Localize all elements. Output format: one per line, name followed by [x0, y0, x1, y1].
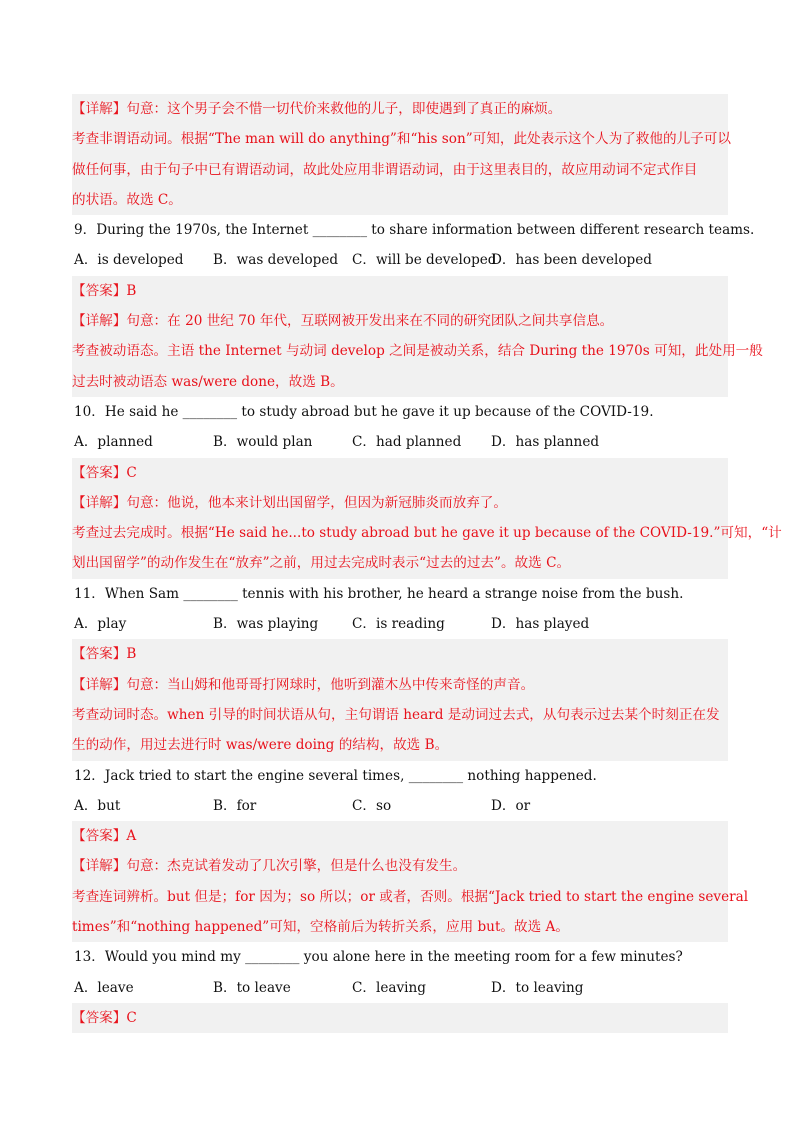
answer-option: D．has played — [491, 616, 590, 633]
document-content — [72, 94, 782, 1033]
explanation-text: 考查非谓语动词。根据“The man will do anything”和“his son”可知，此处表示这个人为了救他的儿子可以 — [72, 124, 728, 154]
answer-option: A．leave — [74, 979, 134, 996]
answer-option: C．is reading — [352, 616, 445, 633]
explanation-text: 考查动词时态。when 引导的时间状语从句，主句谓语 heard 是动词过去式，从句表示过去某个时刻正在发 — [72, 700, 728, 730]
explanation-heading: 【详解】句意：这个男子会不惜一切代价来救他的儿子，即使遇到了真正的麻烦。 — [72, 94, 728, 124]
question-stem: 11．When Sam ________ tennis with his brother, he heard a strange noise from the bush. — [74, 585, 684, 602]
explanation-text: 考查过去完成时。根据“He said he...to study abroad but he gave it up because of the COVID-19.”可知，“计 — [72, 518, 728, 548]
answer-option: C．leaving — [352, 979, 426, 996]
answer-option: D．to leaving — [491, 979, 584, 996]
answer-options — [72, 609, 728, 639]
answer-line: 【答案】B — [72, 276, 728, 306]
question-stem: 10．He said he ________ to study abroad but he gave it up because of the COVID-19. — [74, 403, 654, 420]
answer-option: A．planned — [74, 434, 153, 451]
answer-line: 【答案】C — [72, 1003, 728, 1033]
answer-options — [72, 245, 728, 275]
explanation-text: 过去时被动语态 was/were done，故选 B。 — [72, 367, 728, 397]
answer-line: 【答案】B — [72, 639, 728, 669]
answer-option: A．is developed — [74, 252, 184, 269]
answer-option: B．for — [213, 797, 257, 814]
answer-option: D．has been developed — [491, 252, 652, 269]
explanation-heading: 【详解】句意：杰克试着发动了几次引擎，但是什么也没有发生。 — [72, 851, 728, 881]
explanation-heading: 【详解】句意：当山姆和他哥哥打网球时，他听到灌木丛中传来奇怪的声音。 — [72, 670, 728, 700]
question-stem: 13．Would you mind my ________ you alone here in the meeting room for a few minutes? — [74, 949, 683, 966]
answer-option: B．would plan — [213, 434, 313, 451]
explanation-text: 的状语。故选 C。 — [72, 185, 728, 215]
answer-options — [72, 427, 728, 457]
answer-option: D．has planned — [491, 434, 600, 451]
answer-line: 【答案】C — [72, 458, 728, 488]
answer-option: D．or — [491, 797, 531, 814]
question-stem: 12．Jack tried to start the engine several times, ________ nothing happened. — [74, 767, 597, 784]
explanation-text: 做任何事，由于句子中已有谓语动词，故此处应用非谓语动词，由于这里表目的，故应用动词不定式作目 — [72, 155, 728, 185]
answer-option: B．to leave — [213, 979, 291, 996]
answer-options — [72, 791, 728, 821]
answer-line: 【答案】A — [72, 821, 728, 851]
answer-option: C．will be developed — [352, 252, 497, 269]
explanation-text: 生的动作，用过去进行时 was/were doing 的结构，故选 B。 — [72, 730, 728, 760]
answer-options — [72, 973, 728, 1003]
explanation-heading: 【详解】句意：在 20 世纪 70 年代，互联网被开发出来在不同的研究团队之间共享信息。 — [72, 306, 728, 336]
answer-option: B．was playing — [213, 616, 319, 633]
answer-option: C．had planned — [352, 434, 462, 451]
answer-option: B．was developed — [213, 252, 339, 269]
explanation-text: 考查连词辨析。but 但是；for 因为；so 所以；or 或者，否则。根据“Jack tried to start the engine several — [72, 882, 728, 912]
explanation-text: times”和“nothing happened”可知，空格前后为转折关系，应用 but。故选 A。 — [72, 912, 728, 942]
question-stem: 9．During the 1970s, the Internet ________ to share information between different research teams. — [74, 222, 755, 239]
explanation-text: 划出国留学”的动作发生在“放弃”之前，用过去完成时表示“过去的过去”。故选 C。 — [72, 548, 728, 578]
answer-option: A．play — [74, 616, 127, 633]
explanation-heading: 【详解】句意：他说，他本来计划出国留学，但因为新冠肺炎而放弃了。 — [72, 488, 728, 518]
explanation-text: 考查被动语态。主语 the Internet 与动词 develop 之间是被动关系，结合 During the 1970s 可知，此处用一般 — [72, 336, 728, 366]
answer-option: C．so — [352, 797, 392, 814]
answer-option: A．but — [74, 797, 121, 814]
